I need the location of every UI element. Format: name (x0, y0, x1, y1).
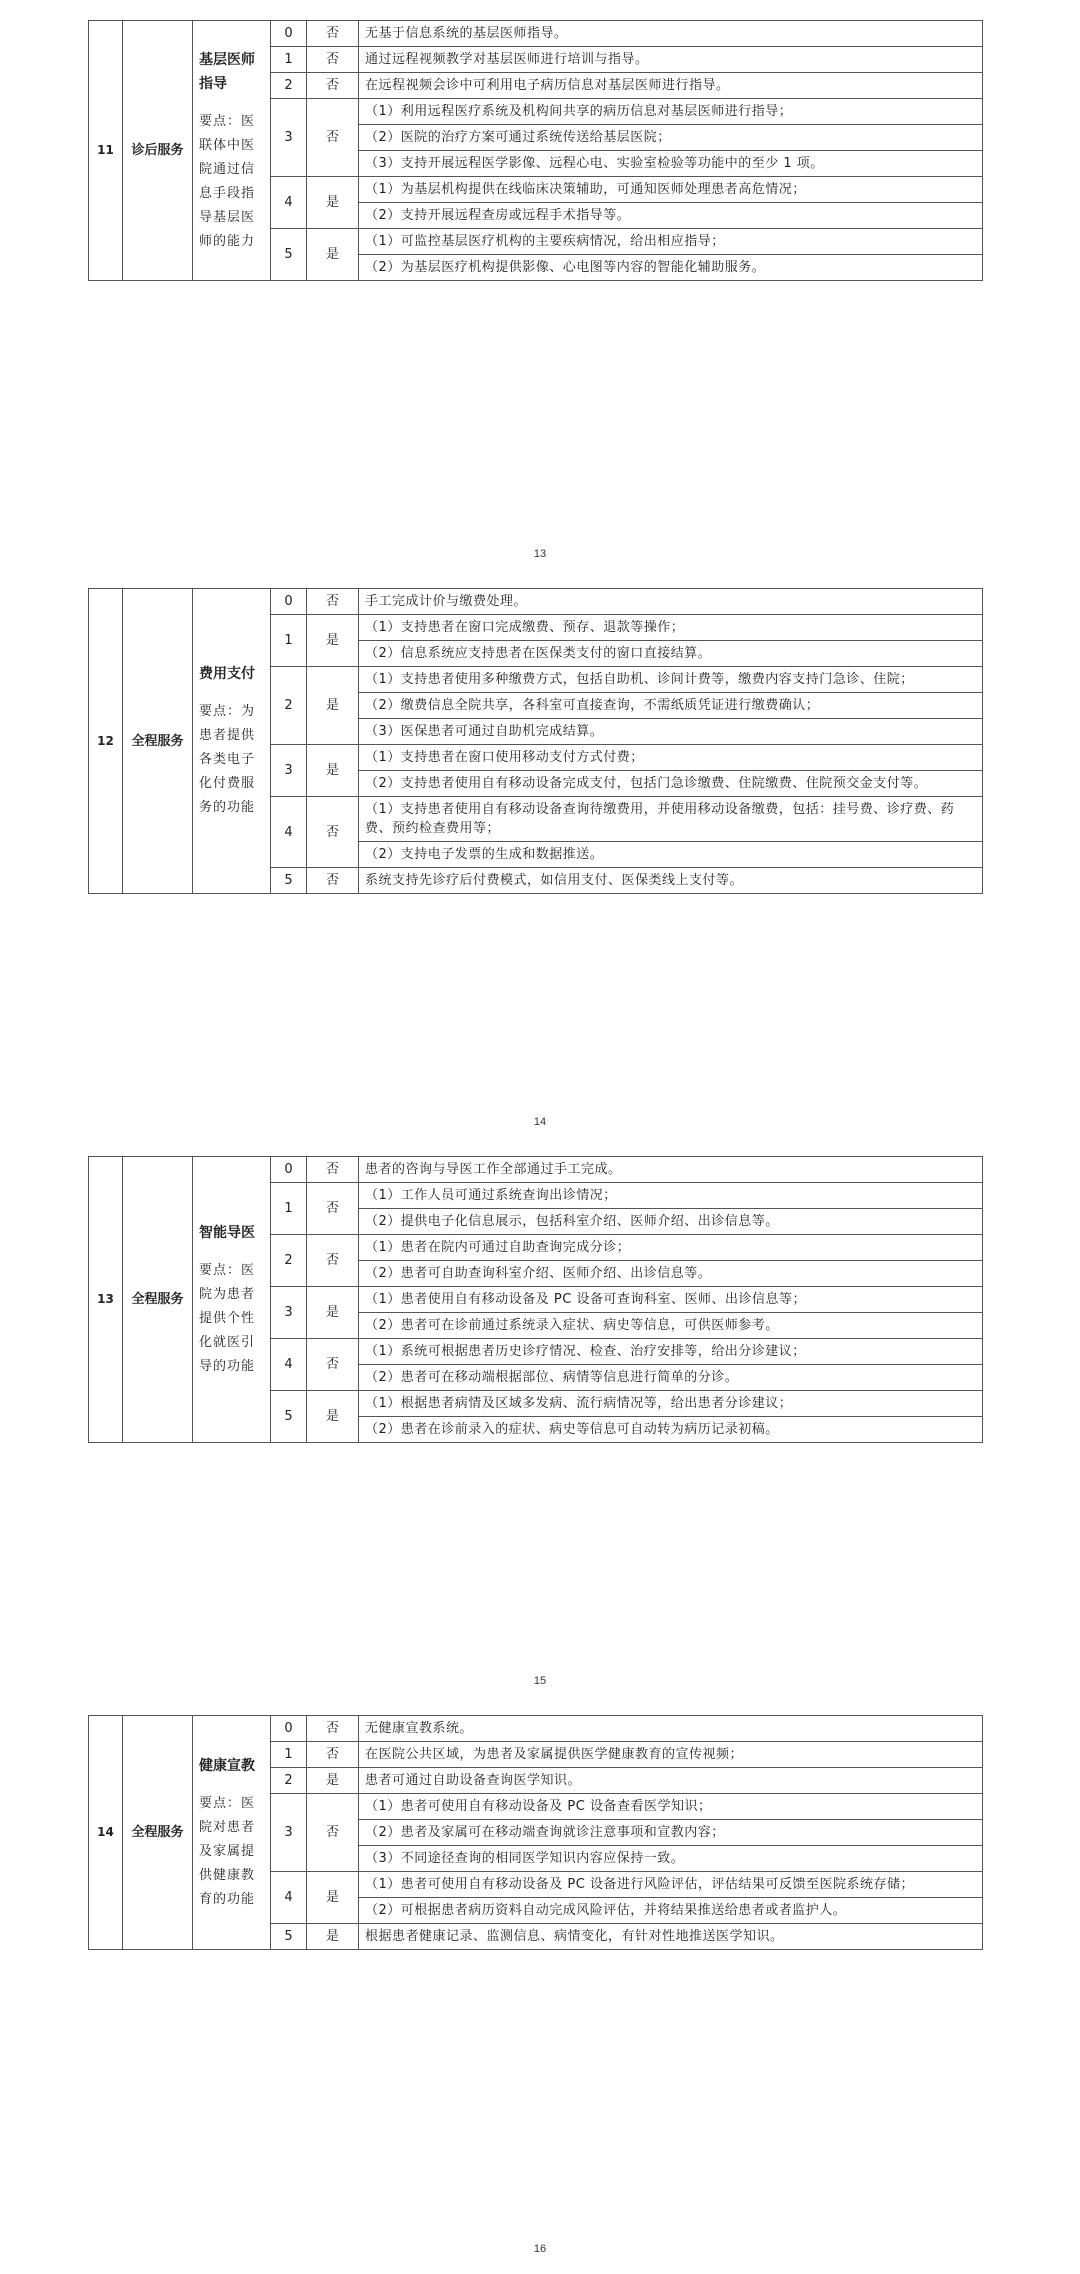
level-cell: 1 (271, 1183, 307, 1235)
requirement-text: （2）可根据患者病历资料自动完成风险评估，并将结果推送给患者或者监护人。 (359, 1898, 983, 1924)
required-flag: 否 (307, 1339, 359, 1391)
requirement-text: 在远程视频会诊中可利用电子病历信息对基层医师进行指导。 (359, 73, 983, 99)
category-cell: 全程服务 (123, 1716, 193, 1950)
table-row (89, 1716, 983, 1742)
requirement-text: （1）患者使用自有移动设备及 PC 设备可查询科室、医师、出诊信息等； (359, 1287, 983, 1313)
requirement-text: （1）工作人员可通过系统查询出诊情况； (359, 1183, 983, 1209)
required-flag: 否 (307, 1742, 359, 1768)
requirement-text: （1）利用远程医疗系统及机构间共享的病历信息对基层医师进行指导； (359, 99, 983, 125)
requirement-text: （2）患者可自助查询科室介绍、医师介绍、出诊信息等。 (359, 1261, 983, 1287)
level-cell: 5 (271, 1391, 307, 1443)
level-cell: 5 (271, 868, 307, 894)
table-row (89, 21, 983, 47)
category-cell: 诊后服务 (123, 21, 193, 281)
required-flag: 是 (307, 667, 359, 745)
level-cell: 2 (271, 73, 307, 99)
item-title: 智能导医 (199, 1224, 255, 1241)
requirement-text: 无健康宣教系统。 (359, 1716, 983, 1742)
requirement-text: （3）支持开展远程医学影像、远程心电、实验室检验等功能中的至少 1 项。 (359, 151, 983, 177)
requirement-text: 患者的咨询与导医工作全部通过手工完成。 (359, 1157, 983, 1183)
criteria-table (88, 1156, 983, 1443)
requirement-text: （3）不同途径查询的相同医学知识内容应保持一致。 (359, 1846, 983, 1872)
level-cell: 2 (271, 667, 307, 745)
item-points: 要点：医联体中医院通过信息手段指导基层医师的能力 (199, 113, 256, 249)
level-cell: 0 (271, 1157, 307, 1183)
item-number: 12 (89, 589, 123, 894)
requirement-text: （2）支持开展远程查房或远程手术指导等。 (359, 203, 983, 229)
item-points: 要点：医院为患者提供个性化就医引导的功能 (199, 1262, 256, 1374)
requirement-text: （1）系统可根据患者历史诊疗情况、检查、治疗安排等，给出分诊建议； (359, 1339, 983, 1365)
required-flag: 是 (307, 1287, 359, 1339)
requirement-text: （1）支持患者使用多种缴费方式，包括自助机、诊间计费等，缴费内容支持门急诊、住院； (359, 667, 983, 693)
level-cell: 3 (271, 99, 307, 177)
level-cell: 5 (271, 229, 307, 281)
page-number: 15 (533, 1675, 547, 1687)
required-flag: 是 (307, 1768, 359, 1794)
requirement-text: （3）医保患者可通过自助机完成结算。 (359, 719, 983, 745)
level-cell: 4 (271, 797, 307, 868)
level-cell: 4 (271, 177, 307, 229)
level-cell: 3 (271, 1794, 307, 1872)
required-flag: 是 (307, 1924, 359, 1950)
requirement-text: （2）患者及家属可在移动端查询就诊注意事项和宣教内容； (359, 1820, 983, 1846)
requirement-text: （1）为基层机构提供在线临床决策辅助，可通知医师处理患者高危情况； (359, 177, 983, 203)
required-flag: 否 (307, 797, 359, 868)
required-flag: 是 (307, 177, 359, 229)
item-title: 健康宣教 (199, 1757, 255, 1774)
requirement-text: （2）患者在诊前录入的症状、病史等信息可自动转为病历记录初稿。 (359, 1417, 983, 1443)
section-12 (88, 588, 982, 894)
required-flag: 否 (307, 1794, 359, 1872)
level-cell: 0 (271, 1716, 307, 1742)
item-title: 费用支付 (199, 666, 255, 682)
level-cell: 0 (271, 21, 307, 47)
item-points: 要点：为患者提供各类电子化付费服务的功能 (199, 704, 256, 815)
requirement-text: （2）提供电子化信息展示，包括科室介绍、医师介绍、出诊信息等。 (359, 1209, 983, 1235)
level-cell: 4 (271, 1339, 307, 1391)
requirement-text: （1）患者可使用自有移动设备及 PC 设备进行风险评估，评估结果可反馈至医院系统存储； (359, 1872, 983, 1898)
level-cell: 2 (271, 1235, 307, 1287)
category-cell: 全程服务 (123, 589, 193, 894)
level-cell: 5 (271, 1924, 307, 1950)
level-cell: 1 (271, 47, 307, 73)
level-cell: 2 (271, 1768, 307, 1794)
requirement-text: （1）患者可使用自有移动设备及 PC 设备查看医学知识； (359, 1794, 983, 1820)
criteria-table (88, 1715, 983, 1950)
required-flag: 否 (307, 73, 359, 99)
level-cell: 4 (271, 1872, 307, 1924)
level-cell: 1 (271, 615, 307, 667)
item-number: 14 (89, 1716, 123, 1950)
page-number: 14 (533, 1116, 547, 1128)
requirement-text: 系统支持先诊疗后付费模式，如信用支付、医保类线上支付等。 (359, 868, 983, 894)
page-number: 13 (533, 548, 547, 560)
requirement-text: 患者可通过自助设备查询医学知识。 (359, 1768, 983, 1794)
item-title: 基层医师指导 (199, 51, 255, 92)
requirement-text: （2）医院的治疗方案可通过系统传送给基层医院； (359, 125, 983, 151)
assessment-item (193, 1716, 271, 1950)
requirement-text: （2）支持患者使用自有移动设备完成支付，包括门急诊缴费、住院缴费、住院预交金支付等。 (359, 771, 983, 797)
required-flag: 是 (307, 745, 359, 797)
required-flag: 否 (307, 1157, 359, 1183)
required-flag: 否 (307, 1235, 359, 1287)
level-cell: 3 (271, 1287, 307, 1339)
requirement-text: （1）支持患者使用自有移动设备查询待缴费用，并使用移动设备缴费，包括：挂号费、诊疗费、药费、预约检查费用等； (359, 797, 983, 842)
level-cell: 1 (271, 1742, 307, 1768)
item-number: 13 (89, 1157, 123, 1443)
requirement-text: （2）缴费信息全院共享，各科室可直接查询，不需纸质凭证进行缴费确认； (359, 693, 983, 719)
requirement-text: （2）患者可在移动端根据部位、病情等信息进行简单的分诊。 (359, 1365, 983, 1391)
requirement-text: （1）可监控基层医疗机构的主要疾病情况，给出相应指导； (359, 229, 983, 255)
required-flag: 否 (307, 21, 359, 47)
required-flag: 是 (307, 615, 359, 667)
criteria-table (88, 588, 983, 894)
requirement-text: 手工完成计价与缴费处理。 (359, 589, 983, 615)
required-flag: 是 (307, 229, 359, 281)
table-row (89, 1157, 983, 1183)
assessment-item (193, 1157, 271, 1443)
requirement-text: （2）信息系统应支持患者在医保类支付的窗口直接结算。 (359, 641, 983, 667)
required-flag: 是 (307, 1872, 359, 1924)
required-flag: 否 (307, 589, 359, 615)
requirement-text: （1）支持患者在窗口使用移动支付方式付费； (359, 745, 983, 771)
section-13 (88, 1156, 982, 1443)
requirement-text: （2）为基层医疗机构提供影像、心电图等内容的智能化辅助服务。 (359, 255, 983, 281)
page-number: 16 (533, 2243, 547, 2255)
criteria-table (88, 20, 983, 281)
required-flag: 否 (307, 47, 359, 73)
required-flag: 是 (307, 1391, 359, 1443)
item-number: 11 (89, 21, 123, 281)
assessment-item (193, 589, 271, 894)
requirement-text: （2）支持电子发票的生成和数据推送。 (359, 842, 983, 868)
section-11 (88, 20, 982, 281)
item-points: 要点：医院对患者及家属提供健康教育的功能 (199, 1795, 256, 1907)
required-flag: 否 (307, 868, 359, 894)
requirement-text: （1）根据患者病情及区域多发病、流行病情况等，给出患者分诊建议； (359, 1391, 983, 1417)
level-cell: 3 (271, 745, 307, 797)
requirement-text: 根据患者健康记录、监测信息、病情变化，有针对性地推送医学知识。 (359, 1924, 983, 1950)
requirement-text: 在医院公共区域，为患者及家属提供医学健康教育的宣传视频； (359, 1742, 983, 1768)
requirement-text: （1）支持患者在窗口完成缴费、预存、退款等操作； (359, 615, 983, 641)
requirement-text: 无基于信息系统的基层医师指导。 (359, 21, 983, 47)
requirement-text: （1）患者在院内可通过自助查询完成分诊； (359, 1235, 983, 1261)
required-flag: 否 (307, 1716, 359, 1742)
category-cell: 全程服务 (123, 1157, 193, 1443)
section-14 (88, 1715, 982, 1950)
required-flag: 否 (307, 1183, 359, 1235)
assessment-item (193, 21, 271, 281)
table-row (89, 589, 983, 615)
level-cell: 0 (271, 589, 307, 615)
required-flag: 否 (307, 99, 359, 177)
requirement-text: 通过远程视频教学对基层医师进行培训与指导。 (359, 47, 983, 73)
requirement-text: （2）患者可在诊前通过系统录入症状、病史等信息，可供医师参考。 (359, 1313, 983, 1339)
